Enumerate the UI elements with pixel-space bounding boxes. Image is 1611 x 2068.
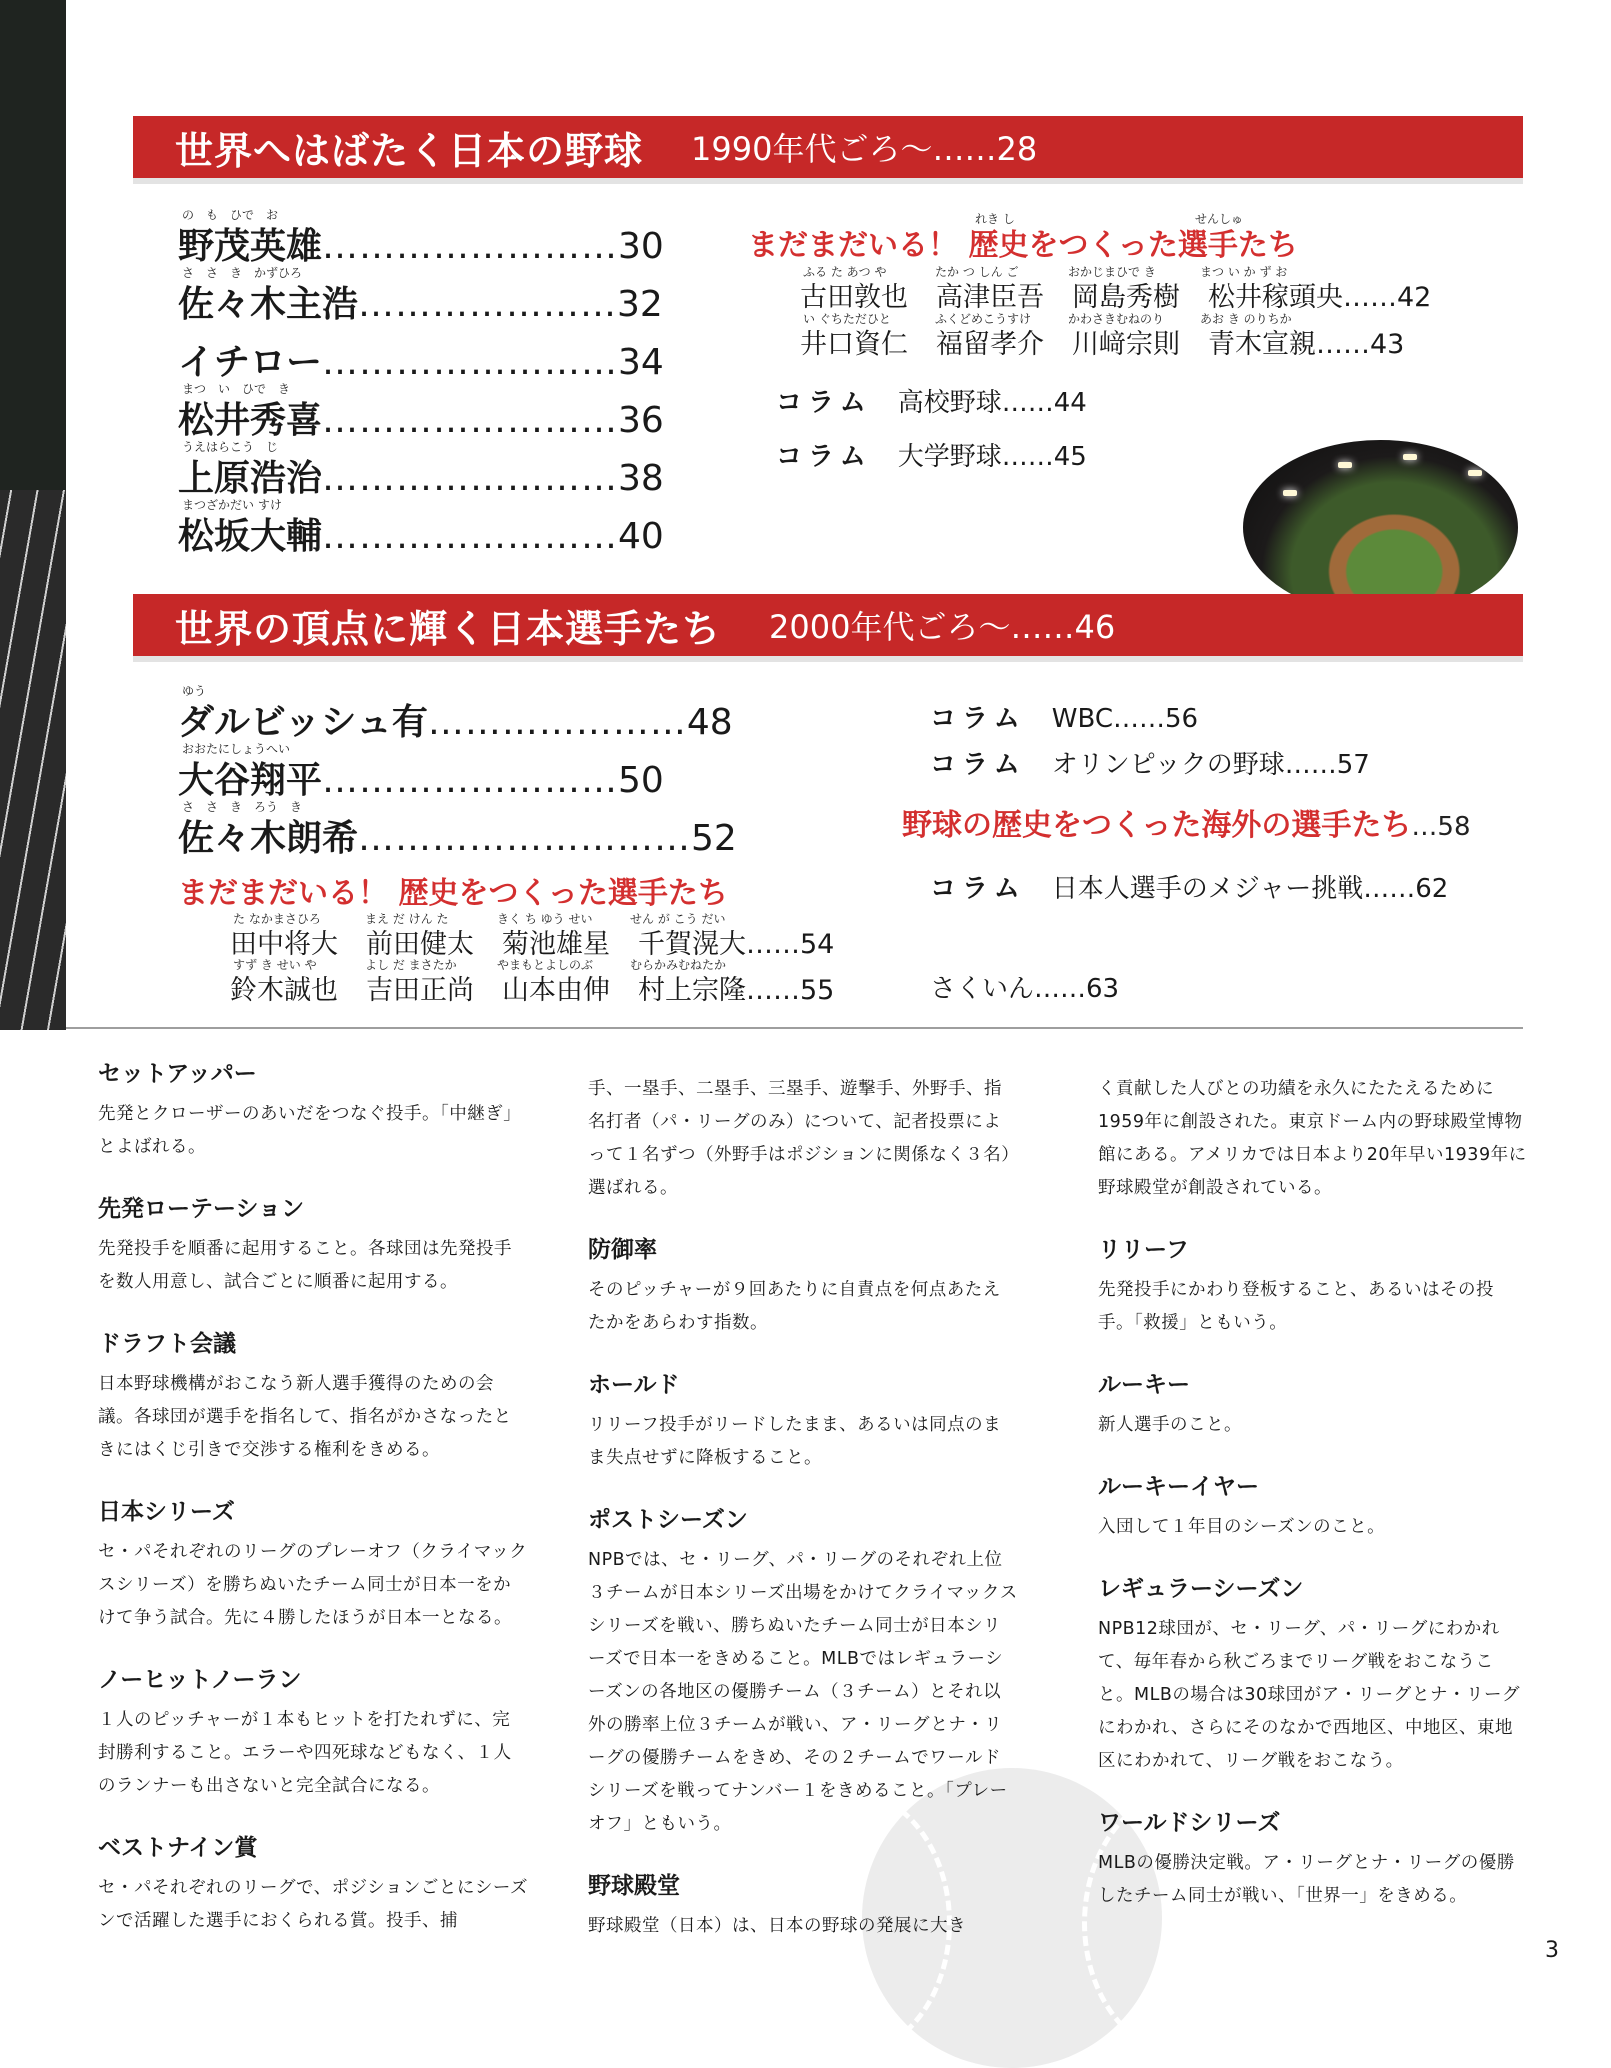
player-name: 青木宣親……43 [1208, 329, 1405, 360]
glossary-term: 先発ローテーション [98, 1196, 305, 1222]
name-ruby: さ さ き ろう き [182, 800, 303, 814]
toc-entry [178, 392, 664, 443]
glossary-definition: MLBの優勝決定戦。ア・リーグとナ・リーグの優勝したチーム同士が戦い、「世界一」をきめる。 [1098, 1853, 1515, 1906]
toc-dots: ………………… [358, 284, 618, 325]
glossary-term: 防御率 [588, 1237, 657, 1263]
glossary-term: ドラフト会議 [98, 1331, 236, 1357]
toc-page: 52 [691, 818, 737, 859]
player-ruby: まえ だ けん た [365, 912, 449, 926]
player-name: 川﨑宗則 [1072, 329, 1180, 360]
name-ruby: うえはらこう じ [182, 440, 279, 454]
player-ruby: すず き せい や [233, 958, 317, 972]
toc-page: 32 [617, 284, 663, 325]
glossary-term: ノーヒットノーラン [98, 1667, 302, 1693]
toc-name: 佐々木朗希 [178, 818, 359, 859]
glossary-term: 日本シリーズ [98, 1499, 235, 1525]
glossary-definition: 先発投手にかわり登板すること、あるいはその投手。「救援」ともいう。 [1098, 1280, 1494, 1333]
players-row [800, 275, 1459, 314]
toc-page: 50 [618, 760, 664, 801]
column-title: 日本人選手のメジャー挑戦……62 [1051, 874, 1449, 904]
left-decorative-photo [0, 0, 66, 1030]
name-ruby: まつざかだい すけ [182, 498, 282, 512]
toc-entry [178, 508, 664, 559]
glossary-term: ルーキーイヤー [1098, 1474, 1259, 1500]
glossary-term: ルーキー [1098, 1372, 1190, 1398]
toc-page: 38 [618, 458, 664, 499]
name-ruby: おおたにしょうへい [182, 742, 291, 756]
player-ruby: よし だ まさたか [365, 958, 457, 972]
toc-name: 大谷翔平 [178, 760, 323, 801]
column-entry [930, 868, 1448, 905]
divider [66, 1027, 1523, 1029]
section1-title: 世界へはばたく日本の野球 [175, 128, 644, 173]
player-ruby: まつ い か ず お [1200, 265, 1288, 279]
more-players-heading: まだまだいる！ 歴史をつくった選手たち [178, 876, 728, 911]
overseas-players-heading [902, 800, 1471, 844]
glossary-column-2 [588, 1055, 1018, 1969]
player-name: 菊池雄星 [502, 929, 610, 960]
glossary-definition-continued: く貢献した人びとの功績を永久にたたえるために1959年に創設された。東京ドーム内の野球殿堂博物館にある。アメリカでは日本より20年早い1939年に野球殿堂が創設されている。 [1098, 1079, 1527, 1198]
toc-name: 松坂大輔 [178, 516, 323, 557]
player-name: 福留孝介 [936, 329, 1044, 360]
player-ruby: むらかみむねたか [630, 958, 727, 972]
toc-entry [178, 334, 664, 385]
toc-dots: ………………… [427, 702, 687, 743]
column-title: 大学野球……45 [897, 442, 1087, 472]
section2-banner [133, 594, 1523, 656]
toc-name: 松井秀喜 [178, 400, 323, 441]
toc-name: イチロー [178, 342, 323, 383]
glossary-definition: 新人選手のこと。 [1098, 1415, 1242, 1435]
column-entry [930, 744, 1370, 781]
column-tag: コラム [930, 874, 1026, 904]
glossary-column-1 [98, 1055, 528, 1964]
player-name: 高津臣吾 [936, 282, 1044, 313]
toc-page: 30 [618, 226, 664, 267]
toc-dots: …………………… [322, 226, 619, 267]
column-entry [930, 698, 1198, 735]
toc-entry [178, 694, 733, 745]
glossary-definition: そのピッチャーが９回あたりに自責点を何点あたえたかをあらわす指数。 [588, 1280, 1001, 1333]
toc-entry [178, 752, 664, 803]
name-ruby: ゆう [182, 684, 207, 698]
toc-entry [178, 810, 737, 861]
toc-dots: …………………… [322, 516, 619, 557]
toc-dots: …………………… [322, 760, 619, 801]
player-ruby: きく ち ゆう せい [497, 912, 593, 926]
toc-page: 48 [686, 702, 733, 743]
glossary-definition: １人のピッチャーが１本もヒットを打たれずに、完封勝利すること。エラーや四死球などもなく、１人のランナーも出さないと完全試合になる。 [98, 1710, 512, 1796]
player-ruby: たか つ しん ご [935, 265, 1019, 279]
toc-entry [178, 218, 664, 269]
name-ruby: さ さ き かずひろ [182, 266, 303, 280]
glossary-definition: セ・パそれぞれのリーグで、ポジションごとにシーズンで活躍した選手におくられる賞。投手、捕 [98, 1878, 528, 1931]
player-ruby: せん が こう だい [630, 912, 726, 926]
column-tag: コラム [930, 704, 1026, 734]
glossary-term: ホールド [588, 1372, 680, 1398]
player-name: 前田健太 [366, 929, 474, 960]
glossary-definition: 入団して１年目のシーズンのこと。 [1098, 1517, 1386, 1537]
column-tag: コラム [776, 442, 872, 472]
section1-subtitle: 1990年代ごろ〜……28 [691, 130, 1038, 168]
toc-name: 佐々木主浩 [178, 284, 359, 325]
more-players-heading: まだまだいる！ 歴史をつくった選手たち [748, 228, 1298, 263]
glossary-definition: セ・パそれぞれのリーグのプレーオフ（クライマックスシリーズ）を勝ちぬいたチーム同士が日本一をかけて争う試合。先に４勝したほうが日本一となる。 [98, 1542, 528, 1628]
toc-name: 野茂英雄 [178, 226, 323, 267]
glossary-definition: 日本野球機構がおこなう新人選手獲得のための会議。各球団が選手を指名して、指名がかさなったときにはくじ引きで交渉する権利をきめる。 [98, 1374, 512, 1460]
player-ruby: おかじまひで き [1068, 265, 1156, 279]
players-row [800, 322, 1432, 361]
glossary-term: ワールドシリーズ [1098, 1810, 1281, 1836]
glossary-term: セットアッパー [98, 1061, 257, 1087]
column-entry [776, 436, 1087, 473]
glossary-definition: NPB12球団が、セ・リーグ、パ・リーグにわかれて、毎年春から秋ごろまでリーグ戦をおこなうこと。MLBの場合は30球団がア・リーグとナ・リーグにわかれ、さらにそのなかで西地区、中地区、東地区にわかれて、リーグ戦をおこなう。 [1098, 1619, 1520, 1771]
glossary-term: レギュラーシーズン [1098, 1576, 1304, 1602]
player-ruby: やまもとよしのぶ [497, 958, 594, 972]
player-name: 井口資仁 [800, 329, 908, 360]
toc-dots: ……………………… [358, 818, 692, 859]
glossary-definition: 野球殿堂（日本）は、日本の野球の発展に大き [588, 1916, 966, 1936]
column-title: WBC……56 [1051, 704, 1199, 734]
section2-subtitle: 2000年代ごろ〜……46 [769, 608, 1116, 646]
player-name: 吉田正尚 [366, 975, 474, 1006]
player-name: 古田敦也 [800, 282, 908, 313]
heading-ruby: せんしゅ [1195, 212, 1244, 226]
toc-page: 40 [618, 516, 664, 557]
page-number: 3 [1545, 1938, 1559, 1963]
glossary-term: 野球殿堂 [588, 1873, 680, 1899]
column-title: オリンピックの野球……57 [1051, 750, 1370, 780]
glossary-definition: NPBでは、セ・リーグ、パ・リーグのそれぞれ上位３チームが日本シリーズ出場をかけてクライマックスシリーズを戦い、勝ちぬいたチーム同士が日本シリーズで日本一をきめること。MLBではレギュラーシーズンの各地区の優勝チーム（３チーム）とそれ以外の勝率上位３チームが戦い、ア・リーグとナ・リーグの優勝チームをきめ、その２チームでワールドシリーズを戦ってナンバー１をきめること。「プレーオフ」ともいう。 [588, 1550, 1018, 1834]
section2-title: 世界の頂点に輝く日本選手たち [175, 606, 722, 651]
toc-page: 34 [618, 342, 664, 383]
column-title: 高校野球……44 [897, 388, 1087, 418]
toc-dots: …………………… [322, 400, 619, 441]
column-tag: コラム [776, 388, 872, 418]
player-ruby: い ぐちただひと [803, 312, 891, 326]
name-ruby: の も ひで お [182, 208, 279, 222]
glossary-term: ポストシーズン [588, 1507, 748, 1533]
players-row [230, 968, 862, 1007]
toc-page: 36 [618, 400, 664, 441]
player-name: 岡島秀樹 [1072, 282, 1180, 313]
toc-entry [178, 450, 664, 501]
overseas-heading-text: 野球の歴史をつくった海外の選手たち [902, 808, 1412, 843]
index-entry: さくいん……63 [930, 974, 1120, 1004]
player-ruby: あお き のりちか [1200, 312, 1292, 326]
player-ruby: かわさきむねのり [1068, 312, 1165, 326]
glossary-term: ベストナイン賞 [98, 1835, 258, 1861]
toc-name: ダルビッシュ有 [178, 702, 428, 743]
player-name: 松井稼頭央……42 [1208, 282, 1432, 313]
toc-dots: …………………… [322, 342, 619, 383]
glossary-definition: リリーフ投手がリードしたまま、あるいは同点のまま失点せずに降板すること。 [588, 1415, 1002, 1468]
heading-ruby: れき し [975, 212, 1015, 226]
toc-name: 上原浩治 [178, 458, 323, 499]
column-tag: コラム [930, 750, 1026, 780]
section1-banner [133, 116, 1523, 178]
glossary-definition: 先発とクローザーのあいだをつなぐ投手。「中継ぎ」とよばれる。 [98, 1104, 522, 1157]
glossary-definition: 先発投手を順番に起用すること。各球団は先発投手を数人用意し、試合ごとに順番に起用する。 [98, 1239, 512, 1292]
player-ruby: ふくどめこうすけ [935, 312, 1032, 326]
player-ruby: た なかまさひろ [233, 912, 321, 926]
glossary-definition-continued: 手、一塁手、二塁手、三塁手、遊撃手、外野手、指名打者（パ・リーグのみ）について、記者投票によって１名ずつ（外野手はポジションに関係なく３名）選ばれる。 [588, 1079, 1011, 1198]
player-name: 千賀滉大……54 [638, 929, 835, 960]
column-entry [776, 382, 1087, 419]
player-name: 山本由伸 [502, 975, 610, 1006]
stadium-photo [1243, 440, 1518, 615]
glossary-term: リリーフ [1098, 1237, 1189, 1263]
toc-entry [178, 276, 663, 327]
glossary-column-3 [1098, 1055, 1528, 1939]
player-ruby: ふる た あつ や [803, 265, 887, 279]
overseas-heading-page: …58 [1411, 812, 1471, 842]
player-name: 鈴木誠也 [230, 975, 338, 1006]
name-ruby: まつ い ひで き [182, 382, 291, 396]
player-name: 村上宗隆……55 [638, 975, 835, 1006]
toc-dots: …………………… [322, 458, 619, 499]
player-name: 田中将大 [230, 929, 338, 960]
